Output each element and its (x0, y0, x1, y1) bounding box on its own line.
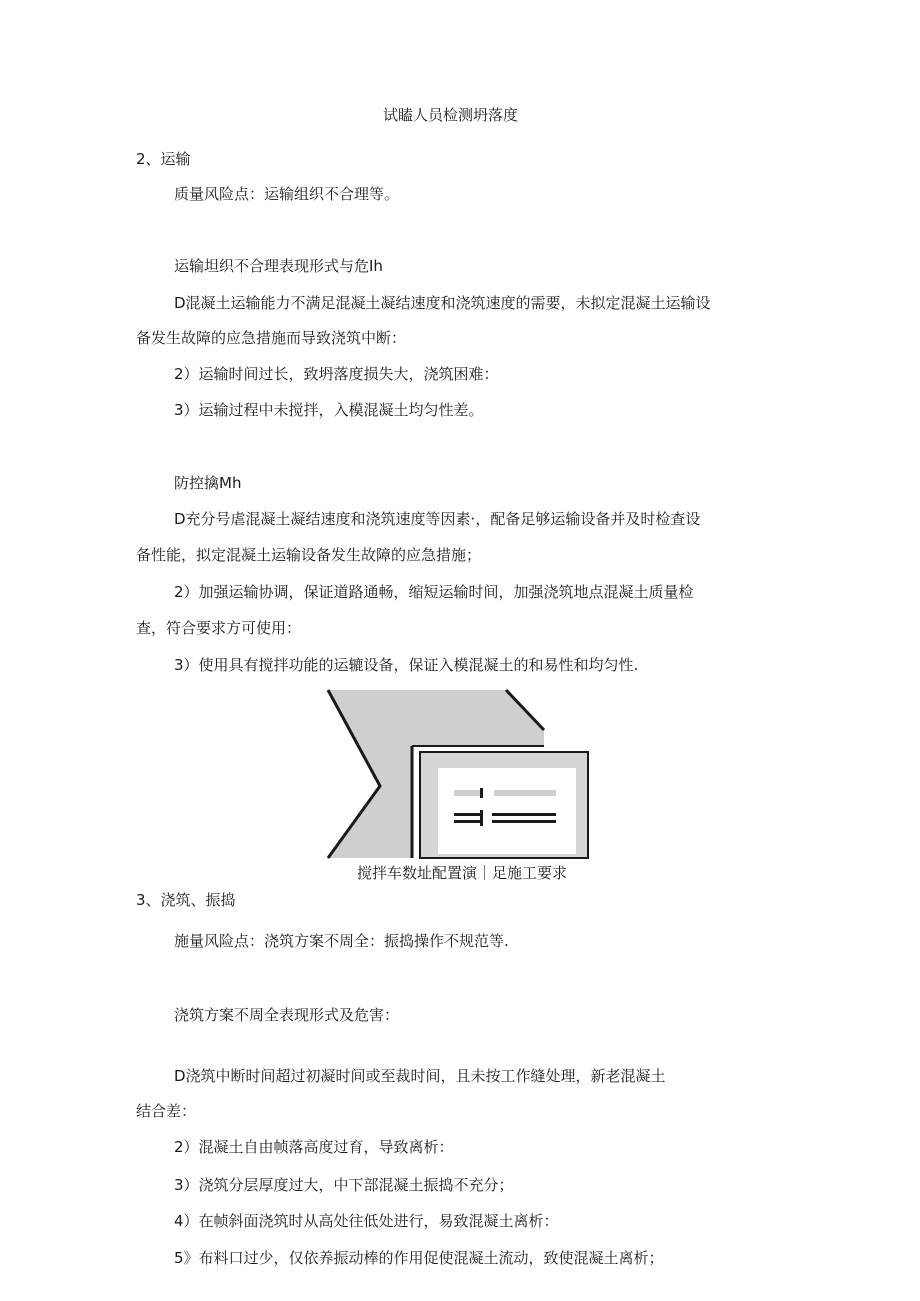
section-3-heading: 3、浇筑、振捣 (136, 891, 236, 909)
prevention-item-3: 3）使用具有搅拌功能的运辘设备，保证入模混凝土的和易性和均匀性. (174, 656, 639, 674)
pouring-item-1-line-2: 结合差： (136, 1102, 197, 1120)
transport-item-1-line-2: 备发生故障的应急措施而导致浇筑中断： (136, 329, 407, 347)
pouring-forms-heading: 浇筑方案不周全表现形式及危害： (174, 1006, 400, 1024)
section-2-heading: 2、运输 (136, 150, 191, 168)
transport-item-3: 3）运输过程中未搅拌，入模混凝土均匀性差。 (174, 401, 484, 419)
pouring-item-1-line-1: D浇筑中断时间超过初凝时间或至裁时间，且未按工作缝处理，新老混凝土 (174, 1067, 666, 1085)
transport-item-2: 2）运输时间过长，致坍落度损失大，浇筑困难： (174, 365, 499, 383)
pouring-item-2: 2）混凝土自由帧落高度过育，导致离析： (174, 1138, 454, 1156)
figure-caption: 搅拌车数址配置演｜足施工要求 (357, 864, 568, 882)
prevention-item-2-line-1: 2）加强运输协调，保证道路通畅，缩短运输时间，加强浇筑地点混凝土质量检 (174, 583, 694, 601)
prevention-item-2-line-2: 查，符合要求方可使用： (136, 619, 302, 637)
pouring-item-3: 3）浇筑分层厚度过大，中下部混凝土振捣不充分； (174, 1176, 514, 1194)
prevention-item-1-line-2: 备性能，拟定混凝土运输设备发生故障的应急措施； (136, 546, 482, 564)
transport-forms-heading: 运输坦织不合理表现形式与危Ih (174, 257, 383, 275)
pouring-item-4: 4）在帧斜面浇筑时从高处往低处进行，易致混凝土离析： (174, 1212, 559, 1230)
transport-risk-point: 质量风险点：运输组织不合理等。 (174, 185, 400, 203)
top-image-caption: 试瞌人员检测坍落度 (383, 106, 519, 124)
pouring-risk-point: 施量风险点：浇筑方案不周全：振捣操作不规范等. (174, 932, 509, 950)
prevention-item-1-line-1: D充分号虐混凝土凝结速度和浇筑速度等因素·，配备足够运输设备并及时检查设 (174, 510, 701, 528)
pouring-item-5: 5》布料口过少，仅依养振动棒的作用促使混凝土流动，致使混凝土离析； (174, 1249, 664, 1267)
mixer-truck-figure (322, 688, 592, 860)
prevention-heading: 防控擒Mh (174, 474, 242, 492)
transport-item-1-line-1: D混凝土运输能力不满足混凝土凝结速度和浇筑速度的需要，未拟定混凝土运输设 (174, 294, 711, 312)
